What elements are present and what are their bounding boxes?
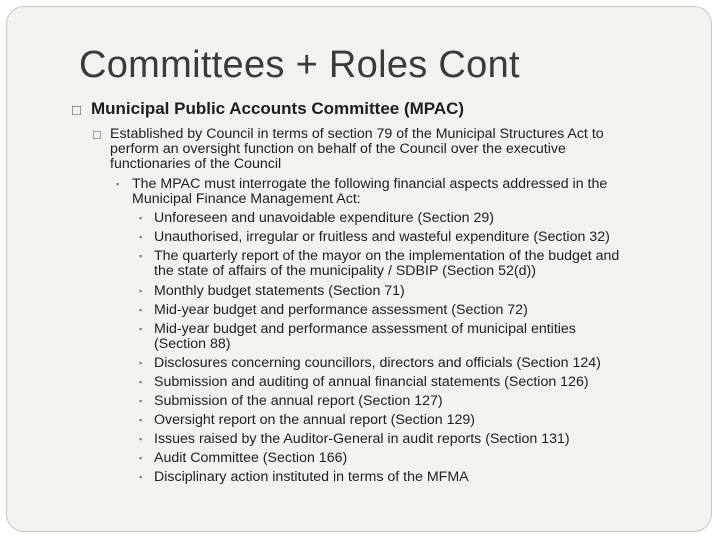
level4-bullet-icon: ▪ xyxy=(139,453,143,463)
level4-bullet-icon: ▪ xyxy=(139,358,143,368)
level4-item: Issues raised by the Auditor-General in audit reports (Section 131) xyxy=(154,431,570,447)
level4-bullet-icon: ▪ xyxy=(139,396,143,406)
level4-bullet-icon: ▪ xyxy=(139,286,143,296)
level2-line: Established by Council in terms of section 79 of the Municipal Structures Act to xyxy=(110,126,604,142)
level4-item: The quarterly report of the mayor on the implementation of the budget and xyxy=(154,248,620,264)
level4-item: Submission and auditing of annual financial statements (Section 126) xyxy=(154,374,589,390)
level4-item: Mid-year budget and performance assessment (Section 72) xyxy=(154,302,528,318)
level4-item: Oversight report on the annual report (Section 129) xyxy=(154,412,475,428)
level4-item: Disciplinary action instituted in terms of the MFMA xyxy=(154,469,469,485)
level4-item: Audit Committee (Section 166) xyxy=(154,450,348,466)
slide-title: Committees + Roles Cont xyxy=(79,44,520,86)
level4-item: Mid-year budget and performance assessment of municipal entities xyxy=(154,321,576,337)
level4-item: the state of affairs of the municipality / SDBIP (Section 52(d)) xyxy=(154,263,536,279)
level1-bullet-icon: □ xyxy=(72,102,82,119)
level4-item: Submission of the annual report (Section 127) xyxy=(154,393,443,409)
level4-item: Disclosures concerning councillors, directors and officials (Section 124) xyxy=(154,355,601,371)
level3-line: Municipal Finance Management Act: xyxy=(132,191,361,207)
level3-line: The MPAC must interrogate the following financial aspects addressed in the xyxy=(132,176,608,192)
level4-item: Unauthorised, irregular or fruitless and wasteful expenditure (Section 32) xyxy=(154,229,610,245)
level4-bullet-icon: ▪ xyxy=(139,324,143,334)
level4-bullet-icon: ▪ xyxy=(139,415,143,425)
level1-heading: Municipal Public Accounts Committee (MPAC) xyxy=(91,99,465,118)
level4-bullet-icon: ▪ xyxy=(139,377,143,387)
level2-line: functionaries of the Council xyxy=(110,156,282,172)
level4-bullet-icon: ▪ xyxy=(139,232,143,242)
level4-item: Monthly budget statements (Section 71) xyxy=(154,283,405,299)
level4-item: Unforeseen and unavoidable expenditure (Section 29) xyxy=(154,210,494,226)
level4-bullet-icon: ▪ xyxy=(139,305,143,315)
level3-bullet-icon: ▪ xyxy=(116,179,120,189)
level4-bullet-icon: ▪ xyxy=(139,251,143,261)
level4-bullet-icon: ▪ xyxy=(139,472,143,482)
level4-item: (Section 88) xyxy=(154,336,231,352)
level2-line: perform an oversight function on behalf of the Council over the executive xyxy=(110,141,566,157)
level4-bullet-icon: ▪ xyxy=(139,434,143,444)
level4-bullet-icon: ▪ xyxy=(139,213,143,223)
level2-bullet-icon: □ xyxy=(93,127,101,142)
